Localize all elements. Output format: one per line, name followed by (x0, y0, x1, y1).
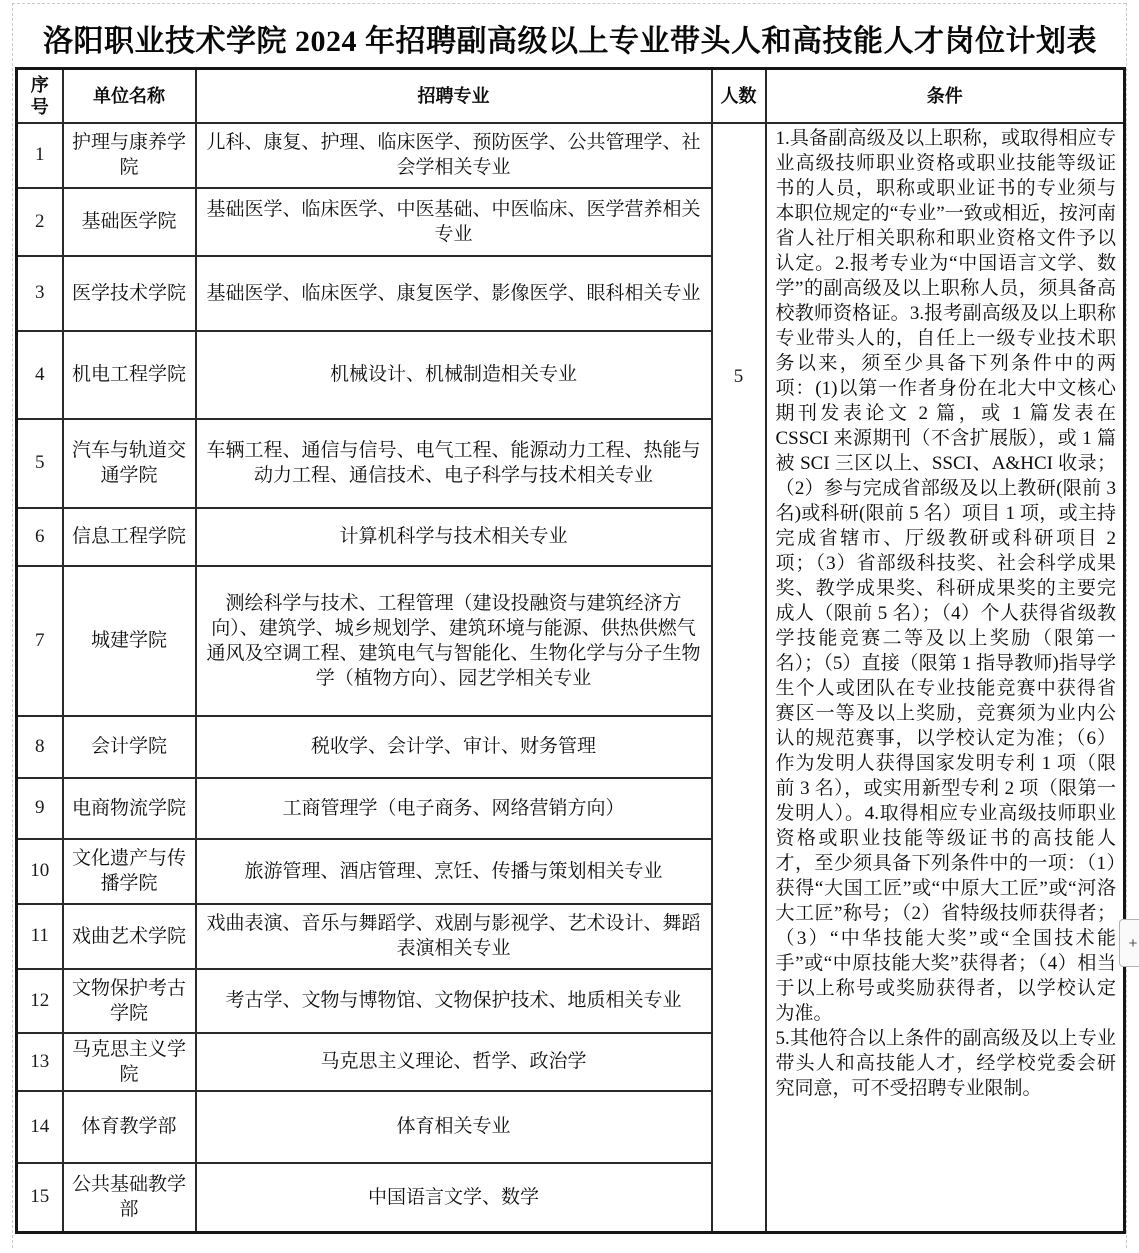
unit-name-cell: 城建学院 (63, 566, 196, 716)
position-plan-table (15, 67, 1126, 1234)
majors-cell: 机械设计、机械制造相关专业 (196, 331, 712, 419)
majors-cell: 车辆工程、通信与信号、电气工程、能源动力工程、热能与动力工程、通信技术、电子科学与技术相关专业 (196, 419, 712, 508)
headcount-cell: 5 (712, 123, 766, 1233)
unit-name-cell: 公共基础教学部 (63, 1163, 196, 1233)
row-number-cell: 5 (17, 419, 63, 508)
text-boundary-left (12, 3, 13, 1248)
unit-name-cell: 信息工程学院 (63, 508, 196, 566)
row-number-cell: 7 (17, 566, 63, 716)
unit-name-cell: 文物保护考古学院 (63, 969, 196, 1033)
conditions-paragraph-2: 5.其他符合以上条件的副高级及以上专业带头人和高技能人才，经学校党委会研究同意，可不受招聘专业限制。 (775, 1027, 1116, 1099)
row-number-cell: 2 (17, 188, 63, 256)
unit-name-cell: 马克思主义学院 (63, 1033, 196, 1091)
unit-name-cell: 医学技术学院 (63, 256, 196, 331)
row-number-cell: 3 (17, 256, 63, 331)
header-cell-headcount: 人数 (712, 69, 766, 123)
unit-name-cell: 会计学院 (63, 716, 196, 778)
text-boundary-top (12, 3, 1126, 4)
row-number-cell: 10 (17, 839, 63, 904)
unit-name-cell: 戏曲艺术学院 (63, 904, 196, 969)
header-row (17, 69, 1125, 123)
unit-name-cell: 汽车与轨道交通学院 (63, 419, 196, 508)
unit-name-cell: 护理与康养学院 (63, 123, 196, 188)
row-number-cell: 4 (17, 331, 63, 419)
zoom-in-button[interactable]: + (1119, 919, 1139, 967)
majors-cell: 旅游管理、酒店管理、烹饪、传播与策划相关专业 (196, 839, 712, 904)
majors-cell: 测绘科学与技术、工程管理（建设投融资与建筑经济方向）、建筑学、城乡规划学、建筑环境与能源、供热供燃气通风及空调工程、建筑电气与智能化、生物化学与分子生物学（植物方向）、园艺学相关专业 (196, 566, 712, 716)
unit-name-cell: 机电工程学院 (63, 331, 196, 419)
row-number-cell: 15 (17, 1163, 63, 1233)
majors-cell: 基础医学、临床医学、康复医学、影像医学、眼科相关专业 (196, 256, 712, 331)
unit-name-cell: 体育教学部 (63, 1091, 196, 1163)
text-boundary-right (1126, 3, 1127, 1248)
table-row (17, 123, 1125, 188)
unit-name-cell: 电商物流学院 (63, 778, 196, 839)
unit-name-cell: 文化遗产与传播学院 (63, 839, 196, 904)
majors-cell: 儿科、康复、护理、临床医学、预防医学、公共管理学、社会学相关专业 (196, 123, 712, 188)
row-number-cell: 6 (17, 508, 63, 566)
row-number-cell: 12 (17, 969, 63, 1033)
header-cell-majors: 招聘专业 (196, 69, 712, 123)
majors-cell: 马克思主义理论、哲学、政治学 (196, 1033, 712, 1091)
majors-cell: 基础医学、临床医学、中医基础、中医临床、医学营养相关专业 (196, 188, 712, 256)
row-number-cell: 8 (17, 716, 63, 778)
unit-name-cell: 基础医学院 (63, 188, 196, 256)
row-number-cell: 13 (17, 1033, 63, 1091)
row-number-cell: 9 (17, 778, 63, 839)
majors-cell: 税收学、会计学、审计、财务管理 (196, 716, 712, 778)
majors-cell: 考古学、文物与博物馆、文物保护技术、地质相关专业 (196, 969, 712, 1033)
majors-cell: 戏曲表演、音乐与舞蹈学、戏剧与影视学、艺术设计、舞蹈表演相关专业 (196, 904, 712, 969)
row-number-cell: 11 (17, 904, 63, 969)
majors-cell: 工商管理学（电子商务、网络营销方向） (196, 778, 712, 839)
majors-cell: 中国语言文学、数学 (196, 1163, 712, 1233)
conditions-paragraph-1: 1.具备副高级及以上职称，或取得相应专业高级技师职业资格或职业技能等级证书的人员，职称或职业证书的专业须与本职位规定的“专业”一致或相近，按河南省人社厅相关职称和职业资格文件予以认定。2.报考专业为“中国语言文学、数学”的副高级及以上职称人员，须具备高校教师资格证。3.报考副高级及以上职称专业带头人的，自任上一级专业技术职务以来，须至少具备下列条件中的两项：(1)以第一作者身份在北大中文核心期刊发表论文 2 篇，或 1 篇发表在 CSSCI 来源期刊（不含扩展版），或 1 篇被 SCI 三区以上、SSCI、A&HCI 收录；（2）参与完成省部级及以上教研(限前 3 名)或科研(限前 5 名）项目 1 项，或主持完成省辖市、厅级教研或科研项目 2 项；（3）省部级科技奖、社会科学成果奖、教学成果奖、科研成果奖的主要完成人（限前 5 名）；（4）个人获得省级教学技能竞赛二等及以上奖励（限第一名）；（5）直接（限第 1 指导教师)指导学生个人或团队在专业技能竞赛中获得省赛区一等及以上奖励，竞赛须为业内公认的规范赛事，以学校认定为准；（6）作为发明人获得国家发明专利 1 项（限前 3 名），或实用新型专利 2 项（限第一发明人）。4.取得相应专业高级技师职业资格或职业技能等级证书的高技能人才，至少须具备下列条件中的一项：（1）获得“大国工匠”或“中原大工匠”或“河洛大工匠”称号；（2）省特级技师获得者；（3）“中华技能大奖”或“全国技术能手”或“中原技能大奖”获得者；（4）相当于以上称号或奖励获得者，以学校认定为准。 (775, 127, 1116, 1024)
row-number-cell: 14 (17, 1091, 63, 1163)
majors-cell: 体育相关专业 (196, 1091, 712, 1163)
header-cell-conditions: 条件 (766, 69, 1125, 123)
majors-cell: 计算机科学与技术相关专业 (196, 508, 712, 566)
conditions-cell (766, 123, 1125, 1233)
header-cell-no: 序号 (17, 69, 63, 123)
page-title: 洛阳职业技术学院 2024 年招聘副高级以上专业带头人和高技能人才岗位计划表 (43, 25, 1097, 58)
header-cell-unit: 单位名称 (63, 69, 196, 123)
row-number-cell: 1 (17, 123, 63, 188)
